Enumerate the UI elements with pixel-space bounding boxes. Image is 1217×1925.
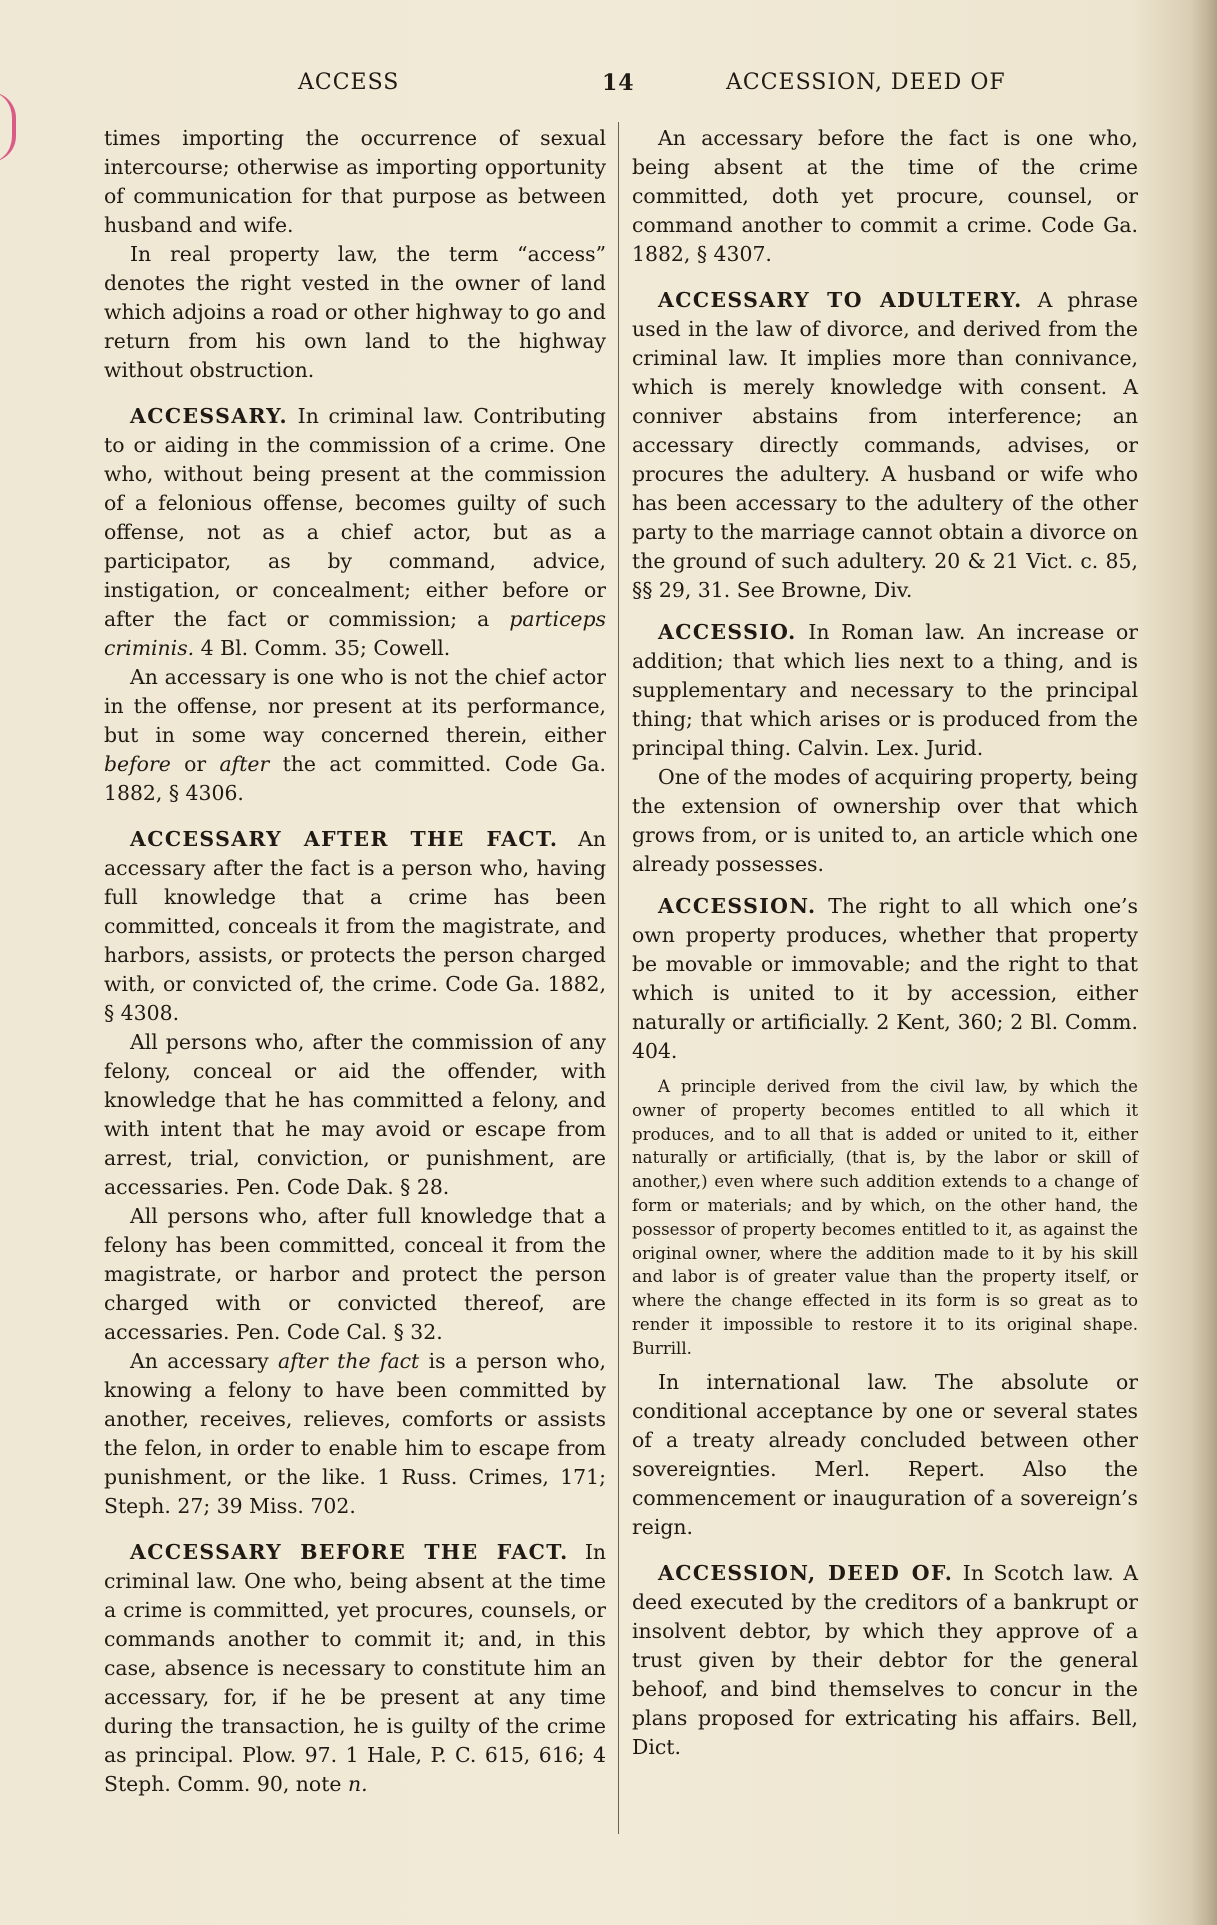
pink-margin-mark xyxy=(0,92,16,162)
entry-accessary-after-the-fact xyxy=(104,825,606,1028)
entry-accession xyxy=(632,892,1138,1066)
entry-term: ACCESSARY TO ADULTERY. xyxy=(658,288,1023,312)
entry-text: A phrase used in the law of divorce, and derived from the criminal law. It implies more than connivance, which is merely knowledge with consent. A conniver abstains from interference; an accessary directly commands, advises, or procures the adultery. A husband or wife who has been accessary to the adultery of the other party to the marriage cannot obtain a divorce on the ground of such adultery. 20 & 21 Vict. c. 85, §§ 29, 31. See Browne, Div. xyxy=(632,288,1138,602)
page-number: 14 xyxy=(602,70,635,96)
right-column xyxy=(632,124,1138,1762)
entry-term: ACCESSION, DEED OF. xyxy=(658,1560,954,1585)
paragraph-accessary-definition xyxy=(104,663,606,808)
paragraph-access-real-property: In real property law, the term “access” denotes the right vested in the owner of land which adjoins a road or other highway to go and return from his own land to the highway without obstruction. xyxy=(104,242,606,382)
entry-term: ACCESSARY BEFORE THE FACT. xyxy=(130,1540,569,1564)
entry-text: In criminal law. One who, being absent at the time a crime is committed, yet procures, counsels, or commands another to commit it; and, in this case, absence is necessary to constitute him an accessary, for, if he be present at any time during the transaction, he is guilty of the crime as principal. Plow. 97. 1 Hale, P. C. 615, 616; 4 Steph. Comm. 90, note xyxy=(104,1540,607,1796)
header-right-term: ACCESSION, DEED OF xyxy=(726,70,1006,95)
paragraph-after-fact-dakota: All persons who, after the commission of any felony, conceal or aid the offender, with knowledge that he has committed a felony, and with intent that he may avoid or escape from arrest, trial, conviction, or punishment, are accessaries. Pen. Code Dak. § 28. xyxy=(104,1030,606,1199)
emphasis: n. xyxy=(347,1772,368,1796)
entry-accessary-to-adultery xyxy=(632,286,1138,605)
header-left-term: ACCESS xyxy=(298,70,400,95)
paragraph-accessio-modes: One of the modes of acquiring property, being the extension of ownership over that which grows from, or is united to, an article which one already possesses. xyxy=(632,765,1138,876)
left-column xyxy=(104,124,606,1799)
entry-term: ACCESSIO. xyxy=(658,620,797,644)
entry-text: The right to all which one’s own property produces, whether that property be movable or immovable; and the right to that which is united to it by accession, either naturally or artificially. 2 Kent, 360; 2 Bl. Comm. 404. xyxy=(632,894,1138,1063)
running-header xyxy=(100,70,1110,104)
paragraph-accession-civil-law-note: A principle derived from the civil law, by which the owner of property becomes entitled to all which it produces, and to all that is added or united to it, either naturally or artificially, (that is, by the labor or skill of another,) even where such addition extends to a change of form or materials; and by which, on the other hand, the possessor of property becomes entitled to it, as against the original owner, where the addition made to it by his skill and labor is of greater value than the property itself, or where the change effected in its form is so great as to render it impossible to restore it to its original shape. Burrill. xyxy=(632,1077,1138,1358)
entry-text: In criminal law. Contributing to or aiding in the commission of a crime. One who, without being present at the commission of a felonious offense, becomes guilty of such offense, not as a chief actor, but as a participator, as by command, advice, instigation, or concealment; either before or after the fact or commission; a xyxy=(104,404,606,631)
entry-term: ACCESSARY. xyxy=(130,404,288,428)
paragraph-after-fact-california: All persons who, after full knowledge that a felony has been committed, conceal it from the magistrate, or harbor and protect the person charged with or convicted thereof, are accessaries. Pen. Code Cal. § 32. xyxy=(104,1204,606,1344)
entry-accessio xyxy=(632,618,1138,763)
entry-text: An accessary after the fact is a person who, having full knowledge that a crime has been committed, conceals it from the magistrate, and harbors, assists, or protects the person charged with, or convicted of, the crime. Code Ga. 1882, § 4308. xyxy=(104,827,606,1025)
paragraph-access-continued: times importing the occurrence of sexual intercourse; otherwise as importing opportunity of communication for that purpose as between husband and wife. xyxy=(104,126,606,237)
entry-text: In Scotch law. A deed executed by the creditors of a bankrupt or insolvent debtor, by which they approve of a trust given by their debtor for the general behoof, and bind themselves to concur in the plans proposed for extricating his affairs. Bell, Dict. xyxy=(632,1560,1138,1759)
entry-accessary-before-the-fact xyxy=(104,1538,606,1799)
paragraph-before-fact-georgia: An accessary before the fact is one who, being absent at the time of the crime committed, doth yet procure, counsel, or command another to commit a crime. Code Ga. 1882, § 4307. xyxy=(632,126,1138,266)
text: An accessary is one who is not the chief actor in the offense, nor present at its performance, but in some way concerned therein, either xyxy=(104,665,606,747)
text: is a person who, knowing a felony to have been committed by another, receives, relieves, comforts or assists the felon, in order to enable him to escape from punishment, or the like. 1 Russ. Crimes, 171; Steph. 27; 39 Miss. 702. xyxy=(104,1349,606,1518)
entry-term: ACCESSARY AFTER THE FACT. xyxy=(130,827,559,851)
paragraph-accession-international-law: In international law. The absolute or conditional acceptance by one or several states of a treaty already concluded between other sovereignties. Merl. Repert. Also the commencement or inauguration of a sovereign’s reign. xyxy=(632,1369,1138,1539)
latin-phrase: particeps criminis. xyxy=(104,607,606,660)
emphasis: after xyxy=(219,752,270,776)
emphasis: before xyxy=(104,752,171,776)
entry-accession-deed-of xyxy=(632,1559,1138,1762)
column-divider xyxy=(618,122,619,1834)
page-binding-shadow xyxy=(1191,0,1217,1925)
entry-accessary xyxy=(104,402,606,663)
paragraph-after-fact-russell xyxy=(104,1347,606,1521)
entry-text: In Roman law. An increase or addition; that which lies next to a thing, and is supplementary and necessary to the principal thing; that which arises or is produced from the principal thing. Calvin. Lex. Jurid. xyxy=(632,620,1138,760)
emphasis: after the fact xyxy=(278,1349,420,1373)
entry-term: ACCESSION. xyxy=(658,894,817,918)
entry-citation: 4 Bl. Comm. 35; Cowell. xyxy=(194,636,451,660)
text: or xyxy=(170,752,220,776)
text: An accessary xyxy=(130,1349,279,1373)
text: the act committed. Code Ga. 1882, § 4306. xyxy=(104,752,606,805)
